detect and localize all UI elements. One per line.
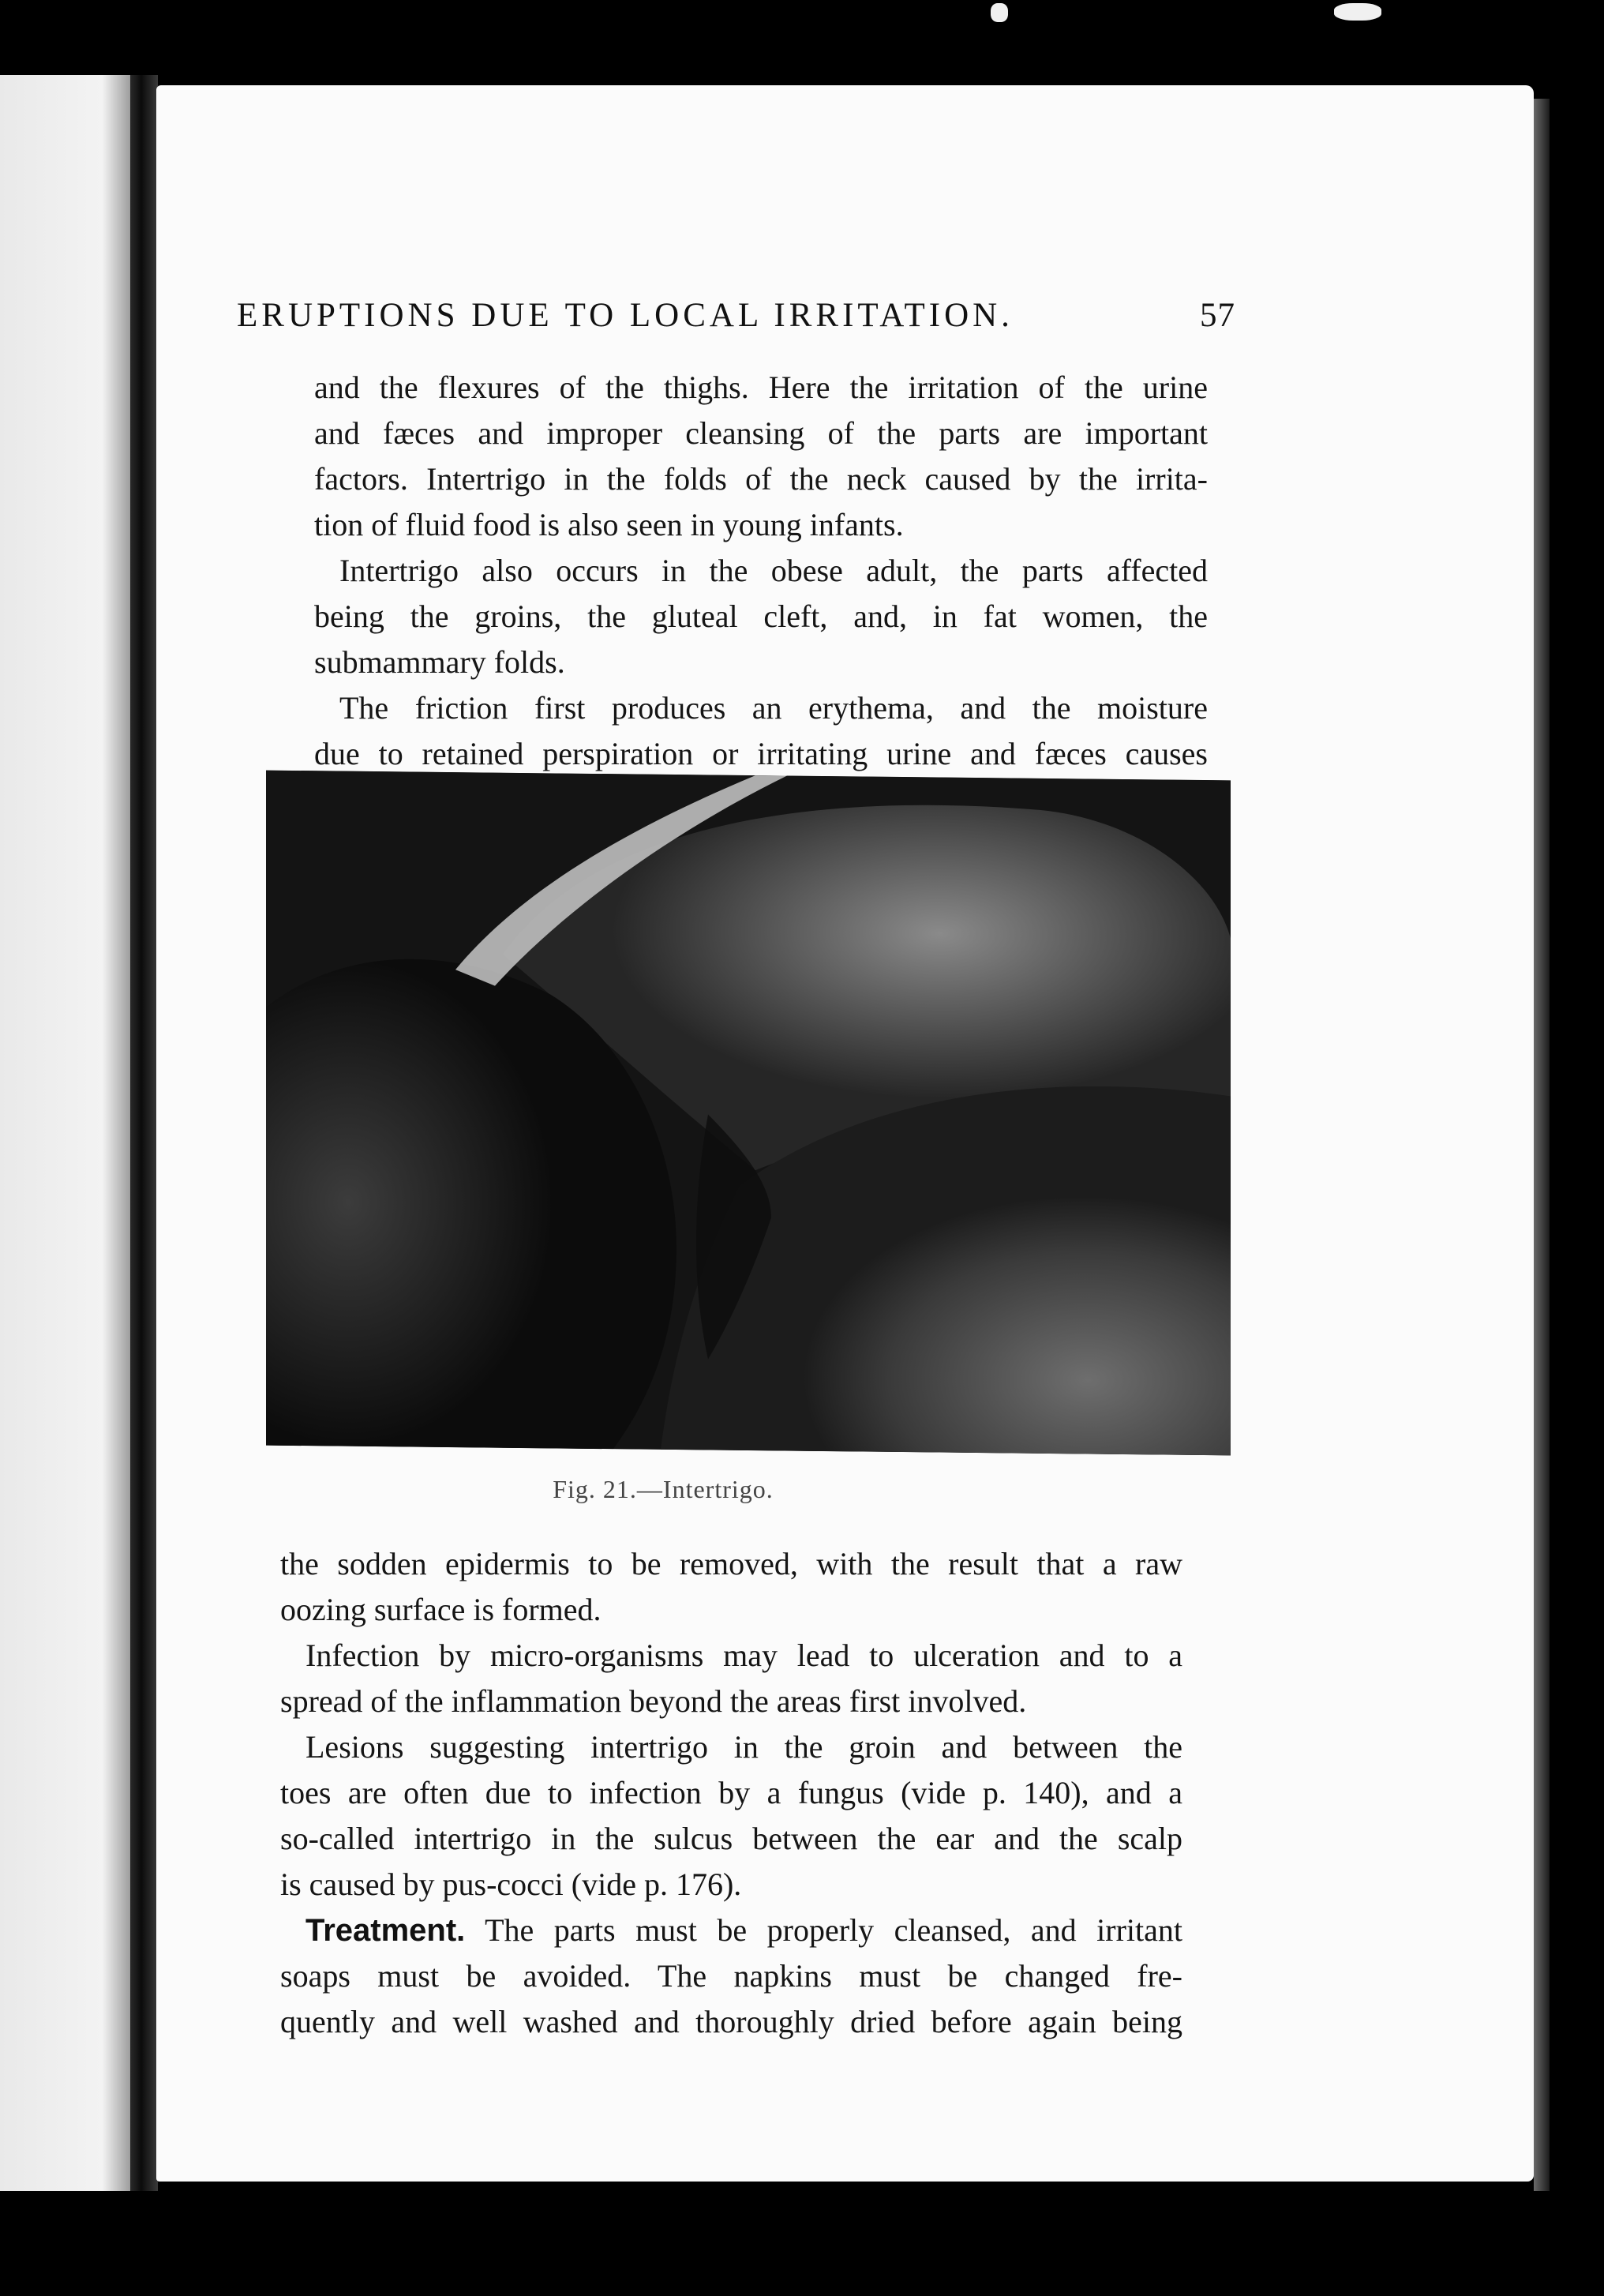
text-line: so-called intertrigo in the sulcus between the ear and the scalp xyxy=(280,1821,1182,1856)
book-gutter xyxy=(130,75,158,2191)
figure-caption: Fig. 21.—Intertrigo. xyxy=(553,1475,774,1503)
lower-body-text xyxy=(280,1541,1182,2045)
page-number: 57 xyxy=(1200,297,1235,334)
treatment-line xyxy=(280,1908,1182,1953)
text-line: being the groins, the gluteal cleft, and, in fat women, the xyxy=(314,598,1208,634)
running-header xyxy=(237,296,1235,335)
text-line: the sodden epidermis to be removed, with the result that a raw xyxy=(280,1546,1182,1581)
text-line: due to retained perspiration or irritating urine and fæces causes xyxy=(314,736,1208,771)
text-line: factors. Intertrigo in the folds of the neck caused by the irrita- xyxy=(314,461,1208,497)
upper-body-text xyxy=(314,365,1208,777)
text-line: and fæces and improper cleansing of the parts are important xyxy=(314,415,1208,451)
text-line: quently and well washed and thoroughly dried before again being xyxy=(280,2004,1182,2039)
text-line: The parts must be properly cleansed, and irritant xyxy=(485,1912,1182,1948)
scan-speck xyxy=(991,3,1008,22)
running-title: ERUPTIONS DUE TO LOCAL IRRITATION. xyxy=(237,297,1014,334)
photo-illustration xyxy=(266,771,1231,1456)
text-line: is caused by pus-cocci (vide p. 176). xyxy=(280,1866,742,1902)
page-edge-shadow xyxy=(1534,99,1550,2191)
text-line: toes are often due to infection by a fungus (vide p. 140), and a xyxy=(280,1775,1182,1810)
text-line: oozing surface is formed. xyxy=(280,1592,602,1627)
scan-speck xyxy=(1334,3,1381,21)
intertrigo-photograph xyxy=(266,771,1231,1456)
text-line: and the flexures of the thighs. Here the irritation of the urine xyxy=(314,370,1208,405)
text-line: The friction first produces an erythema, and the moisture xyxy=(339,690,1208,726)
treatment-heading: Treatment. xyxy=(305,1913,466,1948)
text-line: Lesions suggesting intertrigo in the groin and between the xyxy=(305,1729,1182,1765)
text-line: spread of the inflammation beyond the areas first involved. xyxy=(280,1683,1027,1719)
text-line: submammary folds. xyxy=(314,644,565,680)
text-line: soaps must be avoided. The napkins must be changed fre- xyxy=(280,1958,1182,1994)
text-line: Infection by micro-organisms may lead to ulceration and to a xyxy=(305,1638,1182,1673)
facing-page-edge xyxy=(0,75,146,2191)
text-line: tion of fluid food is also seen in young infants. xyxy=(314,507,904,542)
text-line: Intertrigo also occurs in the obese adult, the parts affected xyxy=(339,553,1208,588)
